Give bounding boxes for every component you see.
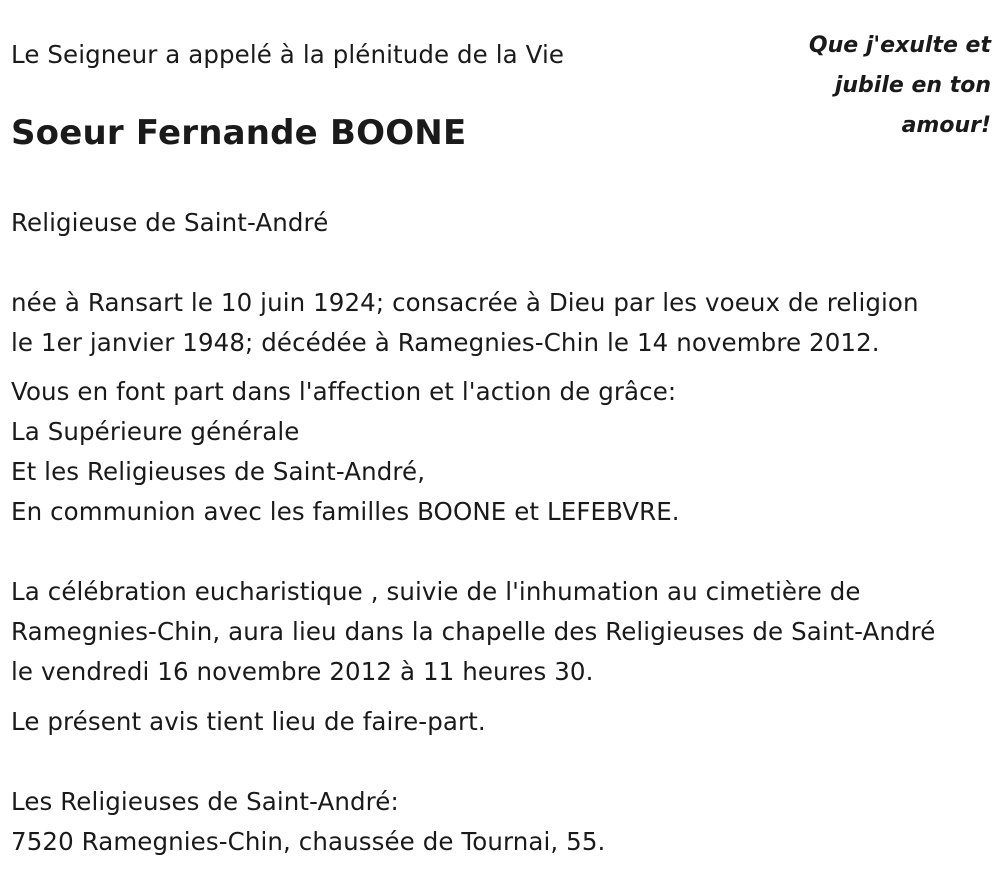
ceremony-line-2: Ramegnies-Chin, aura lieu dans la chapelle des Religieuses de Saint-André bbox=[11, 617, 936, 646]
epigraph-line-3: amour! bbox=[901, 113, 991, 138]
announcers-line-4: En communion avec les familles BOONE et LEFEBVRE. bbox=[11, 497, 680, 526]
congregation-text: Religieuse de Saint-André bbox=[11, 208, 329, 237]
intro-text: Le Seigneur a appelé à la plénitude de la Vie bbox=[11, 40, 565, 69]
biography-line-1: née à Ransart le 10 juin 1924; consacrée à Dieu par les voeux de religion bbox=[11, 288, 919, 317]
biography-line-2: le 1er janvier 1948; décédée à Ramegnies-Chin le 14 novembre 2012. bbox=[11, 328, 880, 357]
deceased-name: Soeur Fernande BOONE bbox=[11, 113, 467, 153]
epigraph-line-1: Que j'exulte et bbox=[808, 33, 991, 58]
address-line-1: Les Religieuses de Saint-André: bbox=[11, 787, 399, 816]
announcers-line-2: La Supérieure générale bbox=[11, 417, 300, 446]
address-line-2: 7520 Ramegnies-Chin, chaussée de Tournai, 55. bbox=[11, 827, 606, 856]
epigraph-line-2: jubile en ton bbox=[834, 73, 991, 98]
ceremony-line-3: le vendredi 16 novembre 2012 à 11 heures 30. bbox=[11, 657, 594, 686]
announcers-line-1: Vous en font part dans l'affection et l'action de grâce: bbox=[11, 377, 677, 406]
epigraph-quote bbox=[761, 26, 991, 146]
announcers-line-3: Et les Religieuses de Saint-André, bbox=[11, 457, 426, 486]
faire-part-note: Le présent avis tient lieu de faire-part. bbox=[11, 707, 486, 736]
ceremony-line-1: La célébration eucharistique , suivie de l'inhumation au cimetière de bbox=[11, 577, 861, 606]
